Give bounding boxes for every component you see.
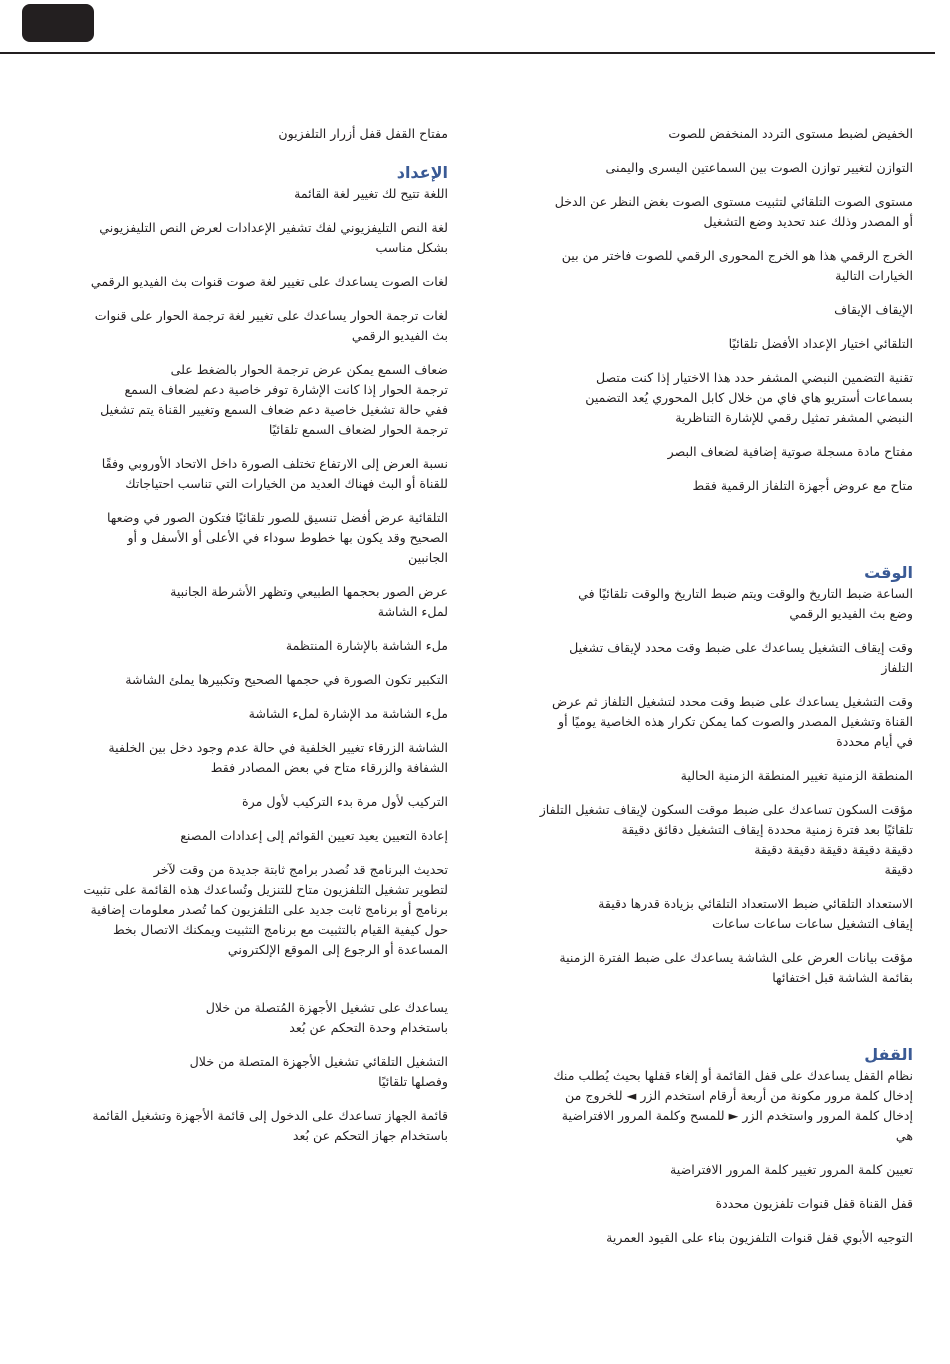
time-heading: الوقت	[864, 563, 913, 582]
parental-guidance-item: التوجيه الأبوي قفل قنوات التلفزيون بناء على القيود العمرية	[606, 1230, 913, 1245]
native-size-option: عرض الصور بحجمها الطبيعي وتظهر الأشرطة الجانبية لملء الشاشة	[170, 584, 448, 619]
clock-item: الساعة ضبط التاريخ والوقت ويتم ضبط التاريخ والوقت تلقائيًا في وضع بث الفيديو الرقمي	[578, 586, 913, 621]
on-time-item: وقت التشغيل يساعدك على ضبط وقت محدد لتشغيل التلفاز ثم عرض القناة وتشغيل المصدر والصوت كما يمكن تكرار هذه الخاصية يوميًا أو في أيام محددة	[551, 694, 913, 749]
normal-fill-option: ملء الشاشة بالإشارة المنتظمة	[285, 638, 448, 653]
lock-system-item: نظام القفل يساعدك على قفل القائمة أو إلغاء قفلها بحيث يُطلب منك إدخال كلمة مرور مكونة من أربعة أرقام استخدم الزر ◄ للخروج من إدخال كلمة المرور واستخدم الزر ► للمسح وكلمة المرور الافتراضية هي	[553, 1068, 913, 1143]
time-zone-item: المنطقة الزمنية تغيير المنطقة الزمنية الحالية	[680, 768, 913, 783]
software-update-item: تحديث البرنامج قد نُصدر برامج ثابتة جديدة من وقت لآخر لتطوير تشغيل التلفزيون متاح للتنزيل وتُساعدك هذه القائمة على تثبيت برنامج أو برنامج ثابت جديد على التلفزيون كما تُصدر معلومات إضافية حول كيفية القيام بالتثبيت مع برنامج التثبيت ويمكنك الاتصال بخط المساعدة أو الرجوع إلى الموقع الإلكتروني	[83, 862, 448, 957]
audio-balance-item: التوازن لتغيير توازن الصوت بين السماعتين اليسرى واليمنى	[605, 160, 913, 175]
hearing-impaired-item: ضعاف السمع يمكن عرض ترجمة الحوار بالضغط على ترجمة الحوار إذا كانت الإشارة توفر خاصية دعم لضعاف السمع ففي حالة تشغيل خاصية دعم ضعاف السمع وتغيير القناة يتم تشغيل ترجمة الحوار لضعاف السمع تلقائيًا	[100, 362, 448, 437]
lock-heading: القفل	[864, 1045, 913, 1064]
first-install-item: التركيب لأول مرة بدء التركيب لأول مرة	[242, 794, 448, 809]
digital-only-note: متاح مع عروض أجهزة التلفاز الرقمية فقط	[692, 478, 913, 493]
off-time-item: وقت إيقاف التشغيل يساعدك على ضبط وقت محدد لإيقاف تشغيل التلفاز	[569, 640, 913, 675]
key-lock-item: مفتاح القفل قفل أزرار التلفزيون	[278, 126, 448, 141]
sleep-timer-item: مؤقت السكون تساعدك على ضبط موقت السكون لإيقاف تشغيل التلفاز تلقائيًا بعد فترة زمنية محددة إيقاف التشغيل دقائق دقيقة دقيقة دقيقة دقيقة دقيقة دقيقة دقيقة	[539, 802, 913, 877]
aspect-ratio-item: نسبة العرض إلى الارتفاع تختلف الصورة داخل الاتحاد الأوروبي وفقًا للقناة أو البث فهناك العديد من الخيارات التي تناسب احتياجاتك	[101, 456, 448, 491]
device-control-item: يساعدك على تشغيل الأجهزة المُتصلة من خلال باستخدام وحدة التحكم عن بُعد	[205, 1000, 448, 1035]
channel-lock-item: قفل القناة قفل قنوات تلفزيون محددة	[715, 1196, 913, 1211]
full-screen-option: ملء الشاشة مد الإشارة لملء الشاشة	[248, 706, 448, 721]
language-item: اللغة تتيح لك تغيير لغة القائمة	[294, 186, 448, 201]
left-column	[38, 124, 448, 1160]
off-option: الإيقاف الإيقاف	[834, 302, 913, 317]
teletext-language-item: لغة النص التليفزيوني لفك تشفير الإعدادات لعرض النص التليفزيوني بشكل مناسب	[99, 220, 448, 255]
zoom-option: التكبير تكون الصورة في حجمها الصحيح وتكبيرها يملئ الشاشة	[125, 672, 448, 687]
auto-volume-item: مستوى الصوت التلقائي لتثبيت مستوى الصوت بغض النظر عن الدخل أو المصدر وذلك عند تحديد وضع التشغيل	[554, 194, 913, 229]
auto-aspect-option: التلقائية عرض أفضل تنسيق للصور تلقائيًا فتكون الصور في وضعها الصحيح وقد يكون بها خطوط سوداء في الأعلى أو الأسفل و أو الجانبين	[106, 510, 448, 565]
setup-heading: الإعداد	[396, 163, 448, 182]
auto-standby-item: الاستعداد التلقائي ضبط الاستعداد التلقائي بزيادة قدرها دقيقة إيقاف التشغيل ساعات ساعات ساعات	[598, 896, 913, 931]
osd-timer-item: مؤقت بيانات العرض على الشاشة يساعدك على ضبط الفترة الزمنية بقائمة الشاشة قبل اختفائها	[559, 950, 913, 985]
digital-out-item: الخرج الرقمي هذا هو الخرج المحورى الرقمي للصوت فاختر من بين الخيارات التالية	[561, 248, 913, 283]
set-password-item: تعيين كلمة المرور تغيير كلمة المرور الافتراضية	[670, 1162, 913, 1177]
blue-screen-item: الشاشة الزرقاء تغيير الخلفية في حالة عدم وجود دخل بين الخلفية الشفافة والزرقاء متاح في بعض المصادر فقط	[108, 740, 448, 775]
audio-languages-item: لغات الصوت يساعدك على تغيير لغة صوت قنوات بث الفيديو الرقمي	[90, 274, 448, 289]
audio-bass-item: الخفيض لضبط مستوى التردد المنخفض للصوت	[668, 126, 913, 141]
page-number-tab	[22, 4, 94, 42]
auto-option: التلقائي اختيار الإعداد الأفضل تلقائيًا	[728, 336, 913, 351]
right-column	[503, 124, 913, 1262]
pcm-option: تقنية التضمين النبضي المشفر حدد هذا الاختيار إذا كنت متصل بسماعات أستريو هاي فاي من خلال كابل المحوري يُعد التضمين النبضي المشفر تمثيل رقمي للإشارة التناظرية	[585, 370, 913, 425]
header-rule	[0, 52, 935, 54]
auto-power-item: التشغيل التلقائي تشغيل الأجهزة المتصلة من خلال وفصلها تلقائيًا	[189, 1054, 448, 1089]
reset-item: إعادة التعيين يعيد تعيين القوائم إلى إعدادات المصنع	[180, 828, 448, 843]
subtitle-languages-item: لغات ترجمة الحوار يساعدك على تغيير لغة ترجمة الحوار على قنوات بث الفيديو الرقمي	[94, 308, 448, 343]
device-menu-item: قائمة الجهاز تساعدك على الدخول إلى قائمة الأجهزة وتشغيل القائمة باستخدام جهاز التحكم عن بُعد	[92, 1108, 448, 1143]
audio-description-item: مفتاح مادة مسجلة صوتية إضافية لضعاف البصر	[667, 444, 913, 459]
